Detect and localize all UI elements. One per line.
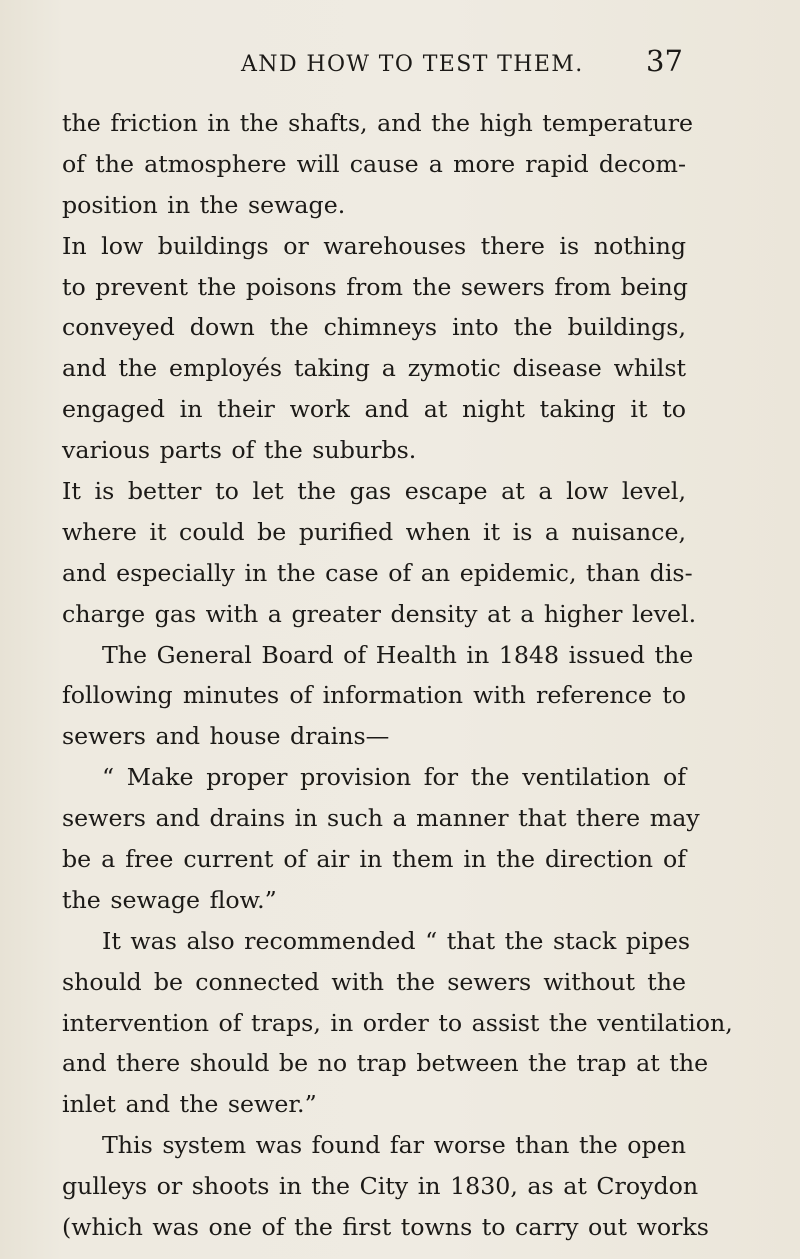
text-line: charge gas with a greater density at a higher level.	[62, 599, 697, 628]
text-line: be a free current of air in them in the direction of	[62, 845, 686, 874]
text-line: (which was one of the first towns to carry out works	[62, 1213, 709, 1242]
running-head: AND HOW TO TEST THEM.	[241, 52, 584, 77]
text-line: engaged in their work and at night taking it to	[62, 395, 686, 424]
text-line: where it could be purified when it is a nuisance,	[62, 517, 686, 546]
text-line: It is better to let the gas escape at a low level,	[62, 477, 686, 506]
text-line: “ Make proper provision for the ventilation of	[102, 763, 686, 792]
text-line: of the atmosphere will cause a more rapid decom-	[62, 149, 686, 178]
text-line: gulleys or shoots in the City in 1830, as at Croydon	[62, 1172, 699, 1201]
text-line: sewers and drains in such a manner that there may	[62, 804, 700, 833]
text-line: sewers and house drains—	[62, 722, 390, 751]
text-line: inlet and the sewer.”	[62, 1090, 317, 1119]
text-line: It was also recommended “ that the stack pipes	[102, 926, 691, 955]
text-line: the sewage flow.”	[62, 885, 277, 914]
text-line: The General Board of Health in 1848 issued the	[102, 640, 694, 669]
text-line: and there should be no trap between the trap at the	[62, 1049, 709, 1078]
text-line: position in the sewage.	[62, 190, 346, 219]
text-line: intervention of traps, in order to assist the ventilation,	[62, 1008, 733, 1037]
page-number: 37	[646, 44, 683, 78]
text-line: following minutes of information with reference to	[62, 681, 686, 710]
text-line: In low buildings or warehouses there is nothing	[62, 231, 686, 260]
text-line: and especially in the case of an epidemic, than dis-	[62, 558, 693, 587]
text-line: to prevent the poisons from the sewers from being	[62, 272, 688, 301]
text-line: This system was found far worse than the open	[102, 1131, 686, 1160]
text-line: various parts of the suburbs.	[62, 436, 417, 465]
text-line: and the employés taking a zymotic disease whilst	[62, 354, 686, 383]
text-line: conveyed down the chimneys into the buildings,	[62, 313, 686, 342]
text-line: should be connected with the sewers without the	[62, 967, 686, 996]
text-line: the friction in the shafts, and the high temperature	[62, 109, 694, 137]
body-text	[62, 103, 733, 1248]
